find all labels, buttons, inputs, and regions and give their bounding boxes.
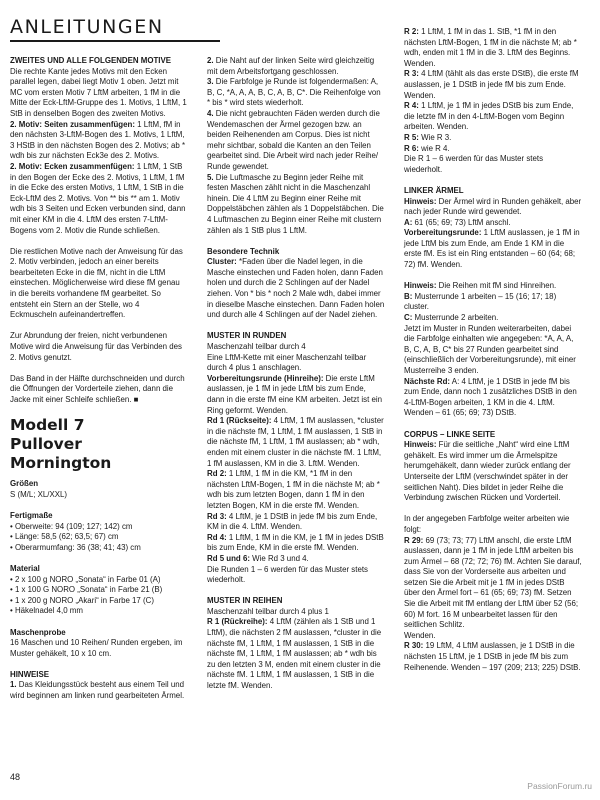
note-3: 3. Die Farbfolge je Runde ist folgendermaßen: A, B, C, *A, A, A, B, C, A, B, C*. Die Reihenfolge von * bis * wird stets wiederholt. — [207, 77, 381, 108]
note-2: 2. Die Naht auf der linken Seite wird gleichzeitig mit dem Arbeitsfortgang geschlossen. — [207, 56, 375, 76]
pattern-rows-block: MUSTER IN REIHEN Maschenzahl teilbar durch 4 plus 1 R 1 (Rückreihe): 4 LftM (zählen als 1 StB und 1 LftM), die nächsten 2 fM auslassen, *cluster in die nächste fM, 1 LftM, 1 fM auslassen, 1 StB in die nächste fM, 1 LftM, 1 fM auslassen; ab * wdh bis zu den letzten 3 M, enden mit einem cluster in die nächste fM. 1 LftM, 1 fM auslassen, 1 StB in die letzte fM. Wenden. — [207, 596, 382, 691]
note-4: 4. Die nicht gebrauchten Fäden werden durch die Wendemaschen der Ärmel gezogen bzw. an beiden Reihenenden am Corpus. Dies ist nicht mehr sichtbar, sobald die Kanten an den Teilen gearbeitet sind. Die Arbeit wird nach jeder Reihe/ Runde gewendet. — [207, 108, 380, 171]
measurements-block: Fertigmaße • Oberweite: 94 (109; 127; 142) cm • Länge: 58,5 (62; 63,5; 67) cm • Oberarmumfang: 36 (38; 41; 43) cm — [10, 510, 141, 552]
corpus-rows: In der angegeben Farbfolge weiter arbeiten wie folgt: R 29: 69 (73; 73; 77) LftM anschl, die erste LftM auslassen, dann je 1 fM in jede LftM arbeiten bis zum Ärmel – 68 (72; 72; 76) fM. Achten Sie darauf, dass Sie von der Vorderseite aus arbeiten und setzen Sie die Arbeit mit je 1 fM in jedes DStB über den Ärmel fort – 61 (65; 69; 73) fM. Setzen Sie die Arbeit mit fM entlang der LftM über 52 (56; 60) M fort. 16 M unbearbeitet lassen für den seitlichen Schlitz. Wenden. R 30: 19 LftM, 4 LftM auslassen, je 1 DStB in die nächsten 15 LftM, je 1 DStB in jede fM bis zum Reihenende. Wenden – 197 (209; 213; 225) DStB. — [404, 514, 582, 672]
paragraph-zweites: ZWEITES UND ALLE FOLGENDEN MOTIVE Die rechte Kante jedes Motivs mit den Ecken parallel legen, dabei liegt Motiv 1 oben. Jetzt mit MC vom ersten Motiv 7 LftM arbeiten, 1 fM in die Mitte der Eck-LftM-Gruppe des 1. Motivs, 1 LftM, 1 StB in denselben Bogen des zweiten Motivs. 2. Motiv: Seiten zusammenfügen: 1 LftM, fM in den nächsten 3-LftM-Bogen des 1. Motivs, 1 LftM, 3 HStB in den nächsten Bogen des 2. Motivs; ab * wdh bis zur nächsten Eck3e des 2. Motivs. 2. Motiv: Ecken zusammenfügen: 1 LftM, 1 StB in den Bogen der Ecke des 2. Motivs, 1 LftM, 1 fM in die Ecke des ersten Motivs, 1 LftM, 1 StB in die Eck-LftM des 2. Motivs. Von ** bis ** am 1. Motiv wdh bis 3 Seiten und Ecken verbunden sind, dann mit einer KM in die 4. LftM des ersten 7-LftM-Bogens vom 2. Motiv die Runde schließen. — [10, 56, 187, 235]
paragraph-band: Das Band in der Hälfte durchschneiden und durch die Öffnungen der Vorderteile ziehen, dann die Jacke mit einer Schleife schließen. ■ — [10, 373, 185, 404]
material-block: Material • 2 x 100 g NORO „Sonata“ in Farbe 01 (A) • 1 x 100 G NORO „Sonata“ in Farbe 21 (B) • 1 x 200 g NORO „Akari“ in Farbe 17 (C) • Häkelnadel 4,0 mm — [10, 563, 163, 616]
model-title: Modell 7 Pullover Mornington — [10, 416, 112, 473]
note-5: 5. Die Luftmasche zu Beginn jeder Reihe mit festen Maschen zählt nicht in die Maschenzahl hinein. Die 4 LftM zu Beginn einer Reihe mit Doppelstäbchen zählen als 1 Doppelstäbchen. Die 4 Luftmaschen zu Beginn einer Reihe mit clustern zählen als 1 StB plus 1 LftM. — [207, 172, 384, 235]
column-3 — [404, 27, 582, 673]
paragraph-abrundung: Zur Abrundung der freien, nicht verbundenen Motive wird die Anweisung für das Verbinden des 2. Motivs genutzt. — [10, 331, 182, 362]
corpus-block: CORPUS – LINKE SEITE Hinweis: Für die seitliche „Naht“ wird eine LftM gehäkelt. Es wird immer um die Ärmelspitze herumgehäkelt, dann wieder zurück entlang der Unterseite der LftM (verschwindet später in der seitlichen Naht). Dies bildet in jeder Reihe die Verbindung zwischen Rücken und Vorderteil. — [404, 429, 571, 503]
rows-continued: R 2: 1 LftM, 1 fM in das 1. StB, *1 fM in den nächsten LftM-Bogen, 1 fM in die nächste M; ab * wdh, enden mit 1 fM in die 3. LftM des Beginns. Wenden. R 3: 4 LftM (tählt als das erste DStB), die erste fM auslassen, je 1 DStB in jede fM bis zum Ende. Wenden. R 4: 1 LftM, je 1 fM in jedes DStB bis zum Ende, die letzte fM in den 4-LftM-Bogen vom Beginn arbeiten. Wenden. R 5: Wie R 3. R 6: wie R 4. Die R 1 – 6 werden für das Muster stets wiederholt. — [404, 27, 579, 174]
notes-block: HINWEISE 1. Das Kleidungsstück besteht aus einem Teil und wird beginnen am linken rund gearbeiteten Ärmel. — [10, 669, 185, 701]
heading-zweites: ZWEITES UND ALLE FOLGENDEN MOTIVE — [10, 56, 172, 65]
section-title: ANLEITUNGEN — [10, 16, 164, 38]
column-2 — [207, 56, 385, 692]
sizes-block: Größen S (M/L; XL/XXL) — [10, 479, 68, 499]
left-sleeve-rounds: Hinweis: Die Reihen mit fM sind Hinreihen. B: Musterrunde 1 arbeiten – 15 (16; 17; 18) cluster. C: Musterrunde 2 arbeiten. Jetzt im Muster in Runden weiterarbeiten, dabei die Farbfolge einhalten wie angegeben: *A, A, A, B, C, A, B, C* bis 27 Runden gearbeitet sind (einschließlich der Vorbereitungsrunde), mit einer Musterreihe 3 enden. Nächste Rd: A: 4 LftM, je 1 DStB in jede fM bis zum Ende, dann noch 1 zusätzliches DStB in den 4-LftM-Bogen arbeiten, 1 KM in die 4. LftM. Wenden – 61 (65; 69; 73) DStB. — [404, 281, 577, 418]
watermark: PassionForum.ru — [527, 781, 592, 791]
technique-block: Besondere Technik Cluster: *Faden über die Nadel legen, in die Masche einstechen und Faden holen, dann Faden holen und durch die 2 Schlingen auf der Nadel ziehen. Von * bis * noch 2 Male wdh, dabei immer in dieselbe Masche einstechen. Dann Faden holen und durch alle 4 Schlingen auf der Nadel ziehen. — [207, 246, 385, 320]
paragraph-restlich: Die restlichen Motive nach der Anweisung für das 2. Motiv verbinden, jedoch an einer bereits bearbeiteten Ecke in die fM, nicht in die LftM einstechen. Möglicherweise wird diese fM genau in die bereits vorhandene fM gearbeitet. So entsteht ein Stern an der Stelle, wo 4 Eckmuscheln aufeinandertreffen. — [10, 246, 183, 320]
page-number: 48 — [10, 772, 21, 782]
pattern-rounds-block: MUSTER IN RUNDEN Maschenzahl teilbar durch 4 Eine LftM-Kette mit einer Maschenzahl teilbar durch 4 plus 1 anschlagen. Vorbereitungsrunde (Hinreihe): Die erste LftM auslassen, je 1 fM in jede LftM bis zum Ende, dann in die erste fM eine KM arbeiten. Jetzt ist ein Ring geformt. Wenden. Rd 1 (Rückseite): 4 LftM, 1 fM auslassen, *cluster in die nächste fM, 1 LftM, 1 fM auslassen, 1 StB in die nächste fM, 1 LftM, 1 fM auslassen; ab * wdh, enden mit einem cluster in die nächste fM. 1 LftM, 1 fM auslassen, KM in die 3. LftM. Wenden. Rd 2: 1 LftM, 1 fM in die KM, *1 fM in den nächsten LftM-Bogen, 1 fM in die nächste M; ab * wdh bis zum letzten Bogen, dann 1 fM in den letzten Bogen, KM in die erste fM. Wenden. Rd 3: 4 LftM, je 1 DStB in jede fM bis zum Ende, KM in die 4. LftM. Wenden. Rd 4: 1 LftM, 1 fM in die KM, je 1 fM in jedes DStB bis zum Ende, KM in die erste fM. Wenden. Rd 5 und 6: Wie Rd 3 und 4. Die Runden 1 – 6 werden für das Muster stets wiederholt. — [207, 331, 384, 585]
gauge-block: Maschenprobe 16 Maschen und 10 Reihen/ Runden ergeben, im Muster gehäkelt, 10 x 10 cm. — [10, 627, 183, 658]
left-sleeve-block: LINKER ÄRMEL Hinweis: Der Ärmel wird in Runden gehäkelt, aber nach jeder Runde wird gewendet. A: 61 (65; 69; 73) LftM anschl. Vorbereitungsrunde: 1 LftM auslassen, je 1 fM in jede LftM bis zum Ende, am Ende 1 KM in die erste fM. Es ist ein Ring entstanden – 60 (64; 68; 72) fM. Wenden. — [404, 185, 582, 270]
column-1 — [10, 56, 188, 702]
page-header — [10, 16, 220, 42]
